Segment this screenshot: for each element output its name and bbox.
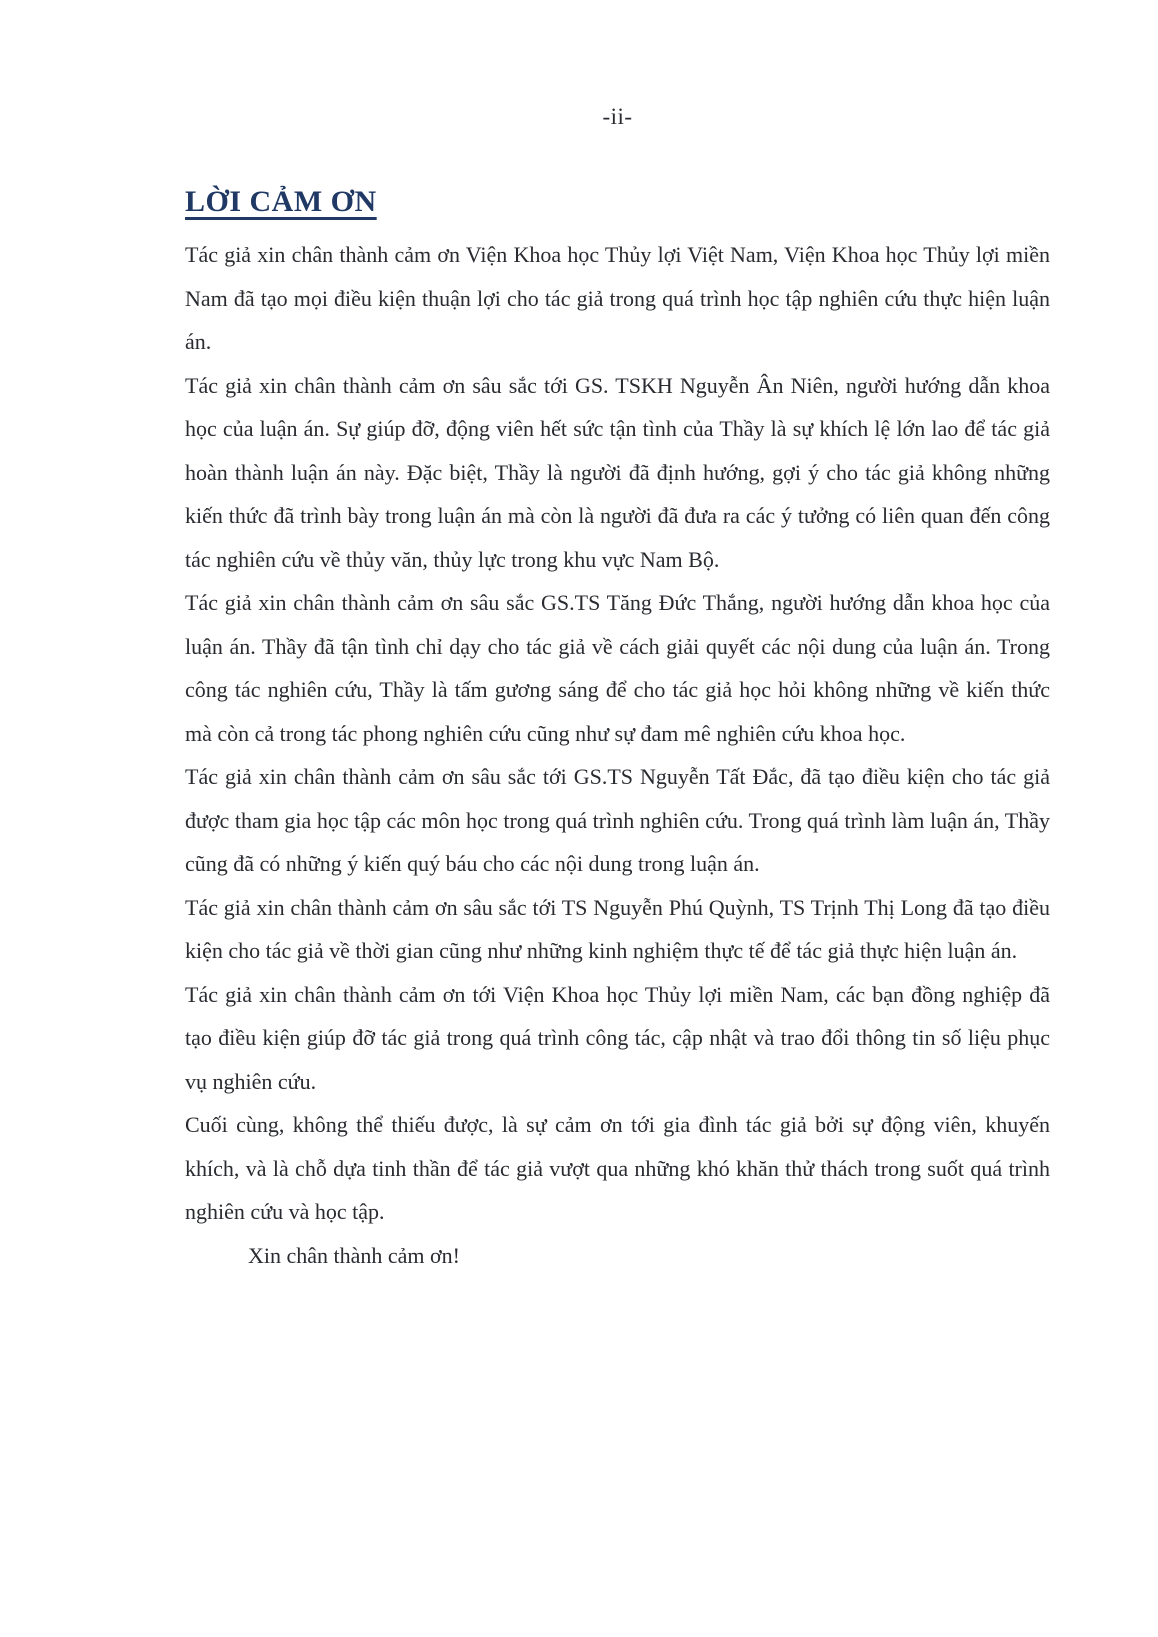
paragraph-acknowledge-tang-duc-thang: Tác giả xin chân thành cảm ơn sâu sắc GS.TS Tăng Đức Thắng, người hướng dẫn khoa học của luận án. Thầy đã tận tình chỉ dạy cho tác giả về cách giải quyết các nội dung của luận án. Trong công tác nghiên cứu, Thầy là tấm gương sáng để cho tác giả học hỏi không những về kiến thức mà còn cả trong tác phong nghiên cứu cũng như sự đam mê nghiên cứu khoa học.: [185, 590, 1050, 746]
document-body: [185, 233, 1050, 1277]
paragraph-acknowledge-family: Cuối cùng, không thể thiếu được, là sự cảm ơn tới gia đình tác giả bởi sự động viên, khuyến khích, và là chỗ dựa tinh thần để tác giả vượt qua những khó khăn thử thách trong suốt quá trình nghiên cứu và học tập.: [185, 1112, 1050, 1224]
paragraph-acknowledge-quynh-long: Tác giả xin chân thành cảm ơn sâu sắc tới TS Nguyễn Phú Quỳnh, TS Trịnh Thị Long đã tạo điều kiện cho tác giả về thời gian cũng như những kinh nghiệm thực tế để tác giả thực hiện luận án.: [185, 894, 1050, 963]
section-title: LỜI CẢM ƠN: [185, 185, 377, 218]
paragraph-acknowledge-institutes: Tác giả xin chân thành cảm ơn Viện Khoa học Thủy lợi Việt Nam, Viện Khoa học Thủy lợi miền Nam đã tạo mọi điều kiện thuận lợi cho tác giả trong quá trình học tập nghiên cứu thực hiện luận án.: [185, 242, 1050, 354]
page-number: -ii-: [602, 104, 633, 129]
paragraph-acknowledge-colleagues: Tác giả xin chân thành cảm ơn tới Viện Khoa học Thủy lợi miền Nam, các bạn đồng nghiệp đã tạo điều kiện giúp đỡ tác giả trong quá trình công tác, cập nhật và trao đổi thông tin số liệu phục vụ nghiên cứu.: [185, 981, 1050, 1094]
paragraph-acknowledge-nguyen-an-nien: Tác giả xin chân thành cảm ơn sâu sắc tới GS. TSKH Nguyễn Ân Niên, người hướng dẫn khoa học của luận án. Sự giúp đỡ, động viên hết sức tận tình của Thầy là sự khích lệ lớn lao để tác giả hoàn thành luận án này. Đặc biệt, Thầy là người đã định hướng, gợi ý cho tác giả không những kiến thức đã trình bày trong luận án mà còn là người đã đưa ra các ý tưởng có liên quan đến công tác nghiên cứu về thủy văn, thủy lực trong khu vực Nam Bộ.: [185, 372, 1050, 572]
closing-line: Xin chân thành cảm ơn!: [248, 1242, 461, 1268]
paragraph-acknowledge-nguyen-tat-dac: Tác giả xin chân thành cảm ơn sâu sắc tới GS.TS Nguyễn Tất Đắc, đã tạo điều kiện cho tác giả được tham gia học tập các môn học trong quá trình nghiên cứu. Trong quá trình làm luận án, Thầy cũng đã có những ý kiến quý báu cho các nội dung trong luận án.: [185, 764, 1050, 876]
